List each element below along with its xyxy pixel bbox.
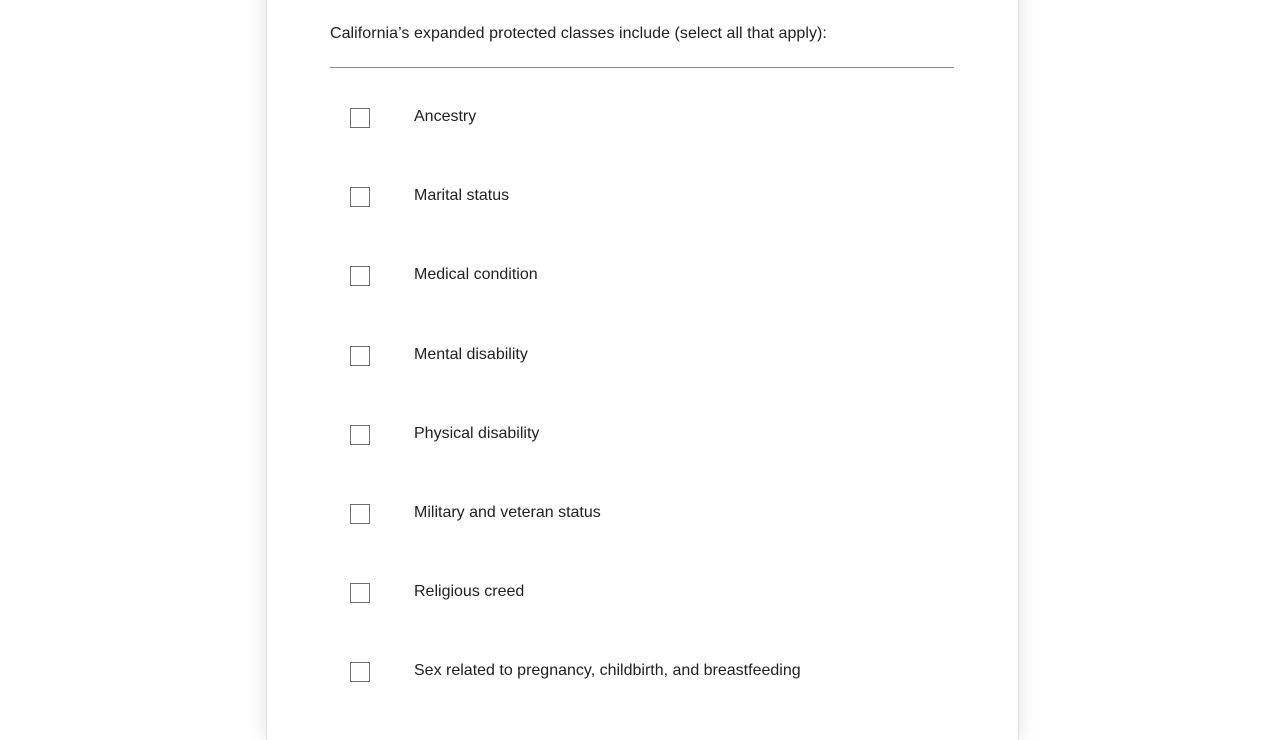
- checkbox[interactable]: [350, 346, 370, 366]
- checkbox[interactable]: [350, 266, 370, 286]
- option-label: Marital status: [414, 187, 510, 204]
- checkbox[interactable]: [350, 504, 370, 524]
- option-physical-disability[interactable]: [330, 411, 954, 459]
- option-ancestry[interactable]: [330, 94, 954, 142]
- option-marital-status[interactable]: [330, 173, 954, 221]
- checkbox[interactable]: [350, 425, 370, 445]
- option-medical-condition[interactable]: [330, 252, 954, 300]
- checkbox[interactable]: [350, 187, 370, 207]
- option-label: Physical disability: [414, 425, 540, 442]
- question-divider: [330, 67, 954, 68]
- option-religious-creed[interactable]: [330, 569, 954, 617]
- checkbox[interactable]: [350, 108, 370, 128]
- option-mental-disability[interactable]: [330, 332, 954, 380]
- option-military-veteran-status[interactable]: [330, 490, 954, 538]
- option-sex-pregnancy[interactable]: [330, 648, 954, 696]
- checkbox[interactable]: [350, 583, 370, 603]
- option-label: Sex related to pregnancy, childbirth, and breastfeeding: [414, 662, 801, 679]
- checkbox[interactable]: [350, 662, 370, 682]
- option-label: Ancestry: [414, 108, 477, 125]
- option-label: Mental disability: [414, 346, 528, 363]
- option-label: Religious creed: [414, 583, 525, 600]
- option-label: Military and veteran status: [414, 504, 601, 521]
- question-text: California’s expanded protected classes include (select all that apply):: [330, 25, 827, 42]
- option-label: Medical condition: [414, 266, 538, 283]
